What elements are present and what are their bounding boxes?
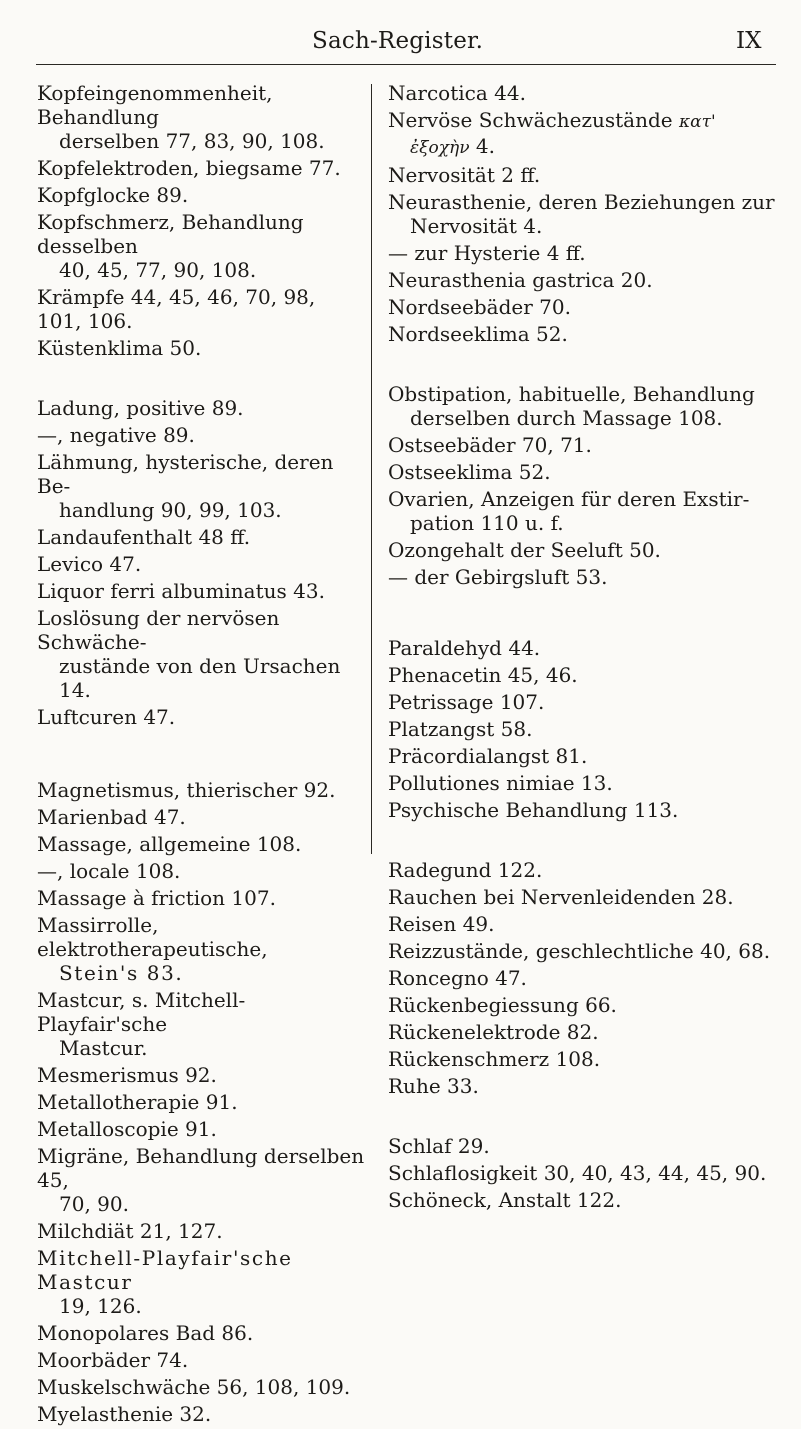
index-entry: Mesmerismus 92.: [37, 1063, 217, 1087]
index-entry: Massage, allgemeine 108.: [37, 832, 302, 856]
index-entry: Kopfeingenommenheit, Behandlung derselben 77, 83, 90, 108.: [37, 81, 325, 153]
index-entry: Rückenbegiessung 66.: [388, 993, 617, 1017]
index-entry: Rückenschmerz 108.: [388, 1047, 601, 1071]
index-entry: Nervosität 2 ff.: [388, 163, 541, 187]
header-rule: [36, 64, 776, 65]
page-header: [0, 22, 801, 62]
index-entry: Massirrolle, elektrotherapeutische, Stein's 83.: [37, 913, 268, 985]
index-entry: Platzangst 58.: [388, 717, 533, 741]
index-entry: Rauchen bei Nervenleidenden 28.: [388, 885, 734, 909]
index-entry: Landaufenthalt 48 ff.: [37, 525, 251, 549]
index-entry: —, negative 89.: [37, 423, 195, 447]
index-entry: Levico 47.: [37, 552, 142, 576]
index-entry: Ovarien, Anzeigen für deren Exstir- pation 110 u. f.: [388, 487, 750, 535]
index-entry: Pollutiones nimiae 13.: [388, 771, 613, 795]
index-entry: Schlaflosigkeit 30, 40, 43, 44, 45, 90.: [388, 1161, 767, 1185]
index-entry: Phenacetin 45, 46.: [388, 663, 578, 687]
index-entry: Ladung, positive 89.: [37, 396, 244, 420]
index-entry: Milchdiät 21, 127.: [37, 1219, 223, 1243]
index-entry: Magnetismus, thierischer 92.: [37, 778, 336, 802]
index-entry: Narcotica 44.: [388, 81, 526, 105]
index-entry: Kopfglocke 89.: [37, 183, 189, 207]
column-divider: [371, 84, 372, 854]
index-entry: Monopolares Bad 86.: [37, 1321, 254, 1345]
index-entry: Marienbad 47.: [37, 805, 186, 829]
index-entry: Loslösung der nervösen Schwäche- zustände von den Ursachen 14.: [37, 606, 341, 702]
index-entry: Ruhe 33.: [388, 1074, 479, 1098]
index-entry: Migräne, Behandlung derselben 45, 70, 90.: [37, 1144, 365, 1216]
index-entry: Luftcuren 47.: [37, 705, 176, 729]
index-entry: Kopfelektroden, biegsame 77.: [37, 156, 341, 180]
index-entry: Metallotherapie 91.: [37, 1090, 238, 1114]
index-entry: Schlaf 29.: [388, 1134, 490, 1158]
index-entry: —, locale 108.: [37, 859, 181, 883]
index-entry: Mitchell-Playfair'sche Mastcur 19, 126.: [37, 1246, 293, 1318]
index-entry: — der Gebirgsluft 53.: [388, 565, 608, 589]
index-entry: Moorbäder 74.: [37, 1348, 189, 1372]
index-entry: Petrissage 107.: [388, 690, 545, 714]
index-entry: Ozongehalt der Seeluft 50.: [388, 538, 661, 562]
index-entry: Nordseebäder 70.: [388, 295, 571, 319]
index-entry: Kopfschmerz, Behandlung desselben 40, 45, 77, 90, 108.: [37, 210, 304, 282]
index-entry: Paraldehyd 44.: [388, 636, 541, 660]
right-column: [388, 81, 788, 1215]
index-entry: Massage à friction 107.: [37, 886, 276, 910]
index-entry: Psychische Behandlung 113.: [388, 798, 679, 822]
index-entry: Rückenelektrode 82.: [388, 1020, 599, 1044]
index-entry: Präcordialangst 81.: [388, 744, 588, 768]
index-entry: Reisen 49.: [388, 912, 495, 936]
index-entry: Muskelschwäche 56, 108, 109.: [37, 1375, 351, 1399]
index-entry: — zur Hysterie 4 ff.: [388, 241, 586, 265]
index-entry: Krämpfe 44, 45, 46, 70, 98, 101, 106.: [37, 285, 316, 333]
index-entry: Liquor ferri albuminatus 43.: [37, 579, 325, 603]
page-number: IX: [736, 28, 762, 54]
index-entry: Ostseebäder 70, 71.: [388, 433, 592, 457]
index-entry: Roncegno 47.: [388, 966, 527, 990]
index-entry: Küstenklima 50.: [37, 336, 202, 360]
index-entry: Neurasthenie, deren Beziehungen zur Nervosität 4.: [388, 190, 775, 238]
index-entry: Myelasthenie 32.: [37, 1402, 212, 1426]
index-entry: Mastcur, s. Mitchell-Playfair'sche Mastcur.: [37, 988, 246, 1060]
index-entry: Nordseeklima 52.: [388, 322, 568, 346]
index-entry: Metalloscopie 91.: [37, 1117, 217, 1141]
index-entry: Radegund 122.: [388, 858, 543, 882]
index-entry: Neurasthenia gastrica 20.: [388, 268, 653, 292]
left-column: [37, 81, 365, 1429]
index-entry: Schöneck, Anstalt 122.: [388, 1188, 622, 1212]
page-title: Sach-Register.: [312, 28, 484, 54]
index-entry: Lähmung, hysterische, deren Be- handlung 90, 99, 103.: [37, 450, 334, 522]
index-entry: Nervöse Schwächezustände κατ' ἐξοχὴν 4.: [388, 108, 716, 158]
index-entry: Obstipation, habituelle, Behandlung derselben durch Massage 108.: [388, 382, 755, 430]
index-entry: Ostseeklima 52.: [388, 460, 551, 484]
index-entry: Reizzustände, geschlechtliche 40, 68.: [388, 939, 771, 963]
